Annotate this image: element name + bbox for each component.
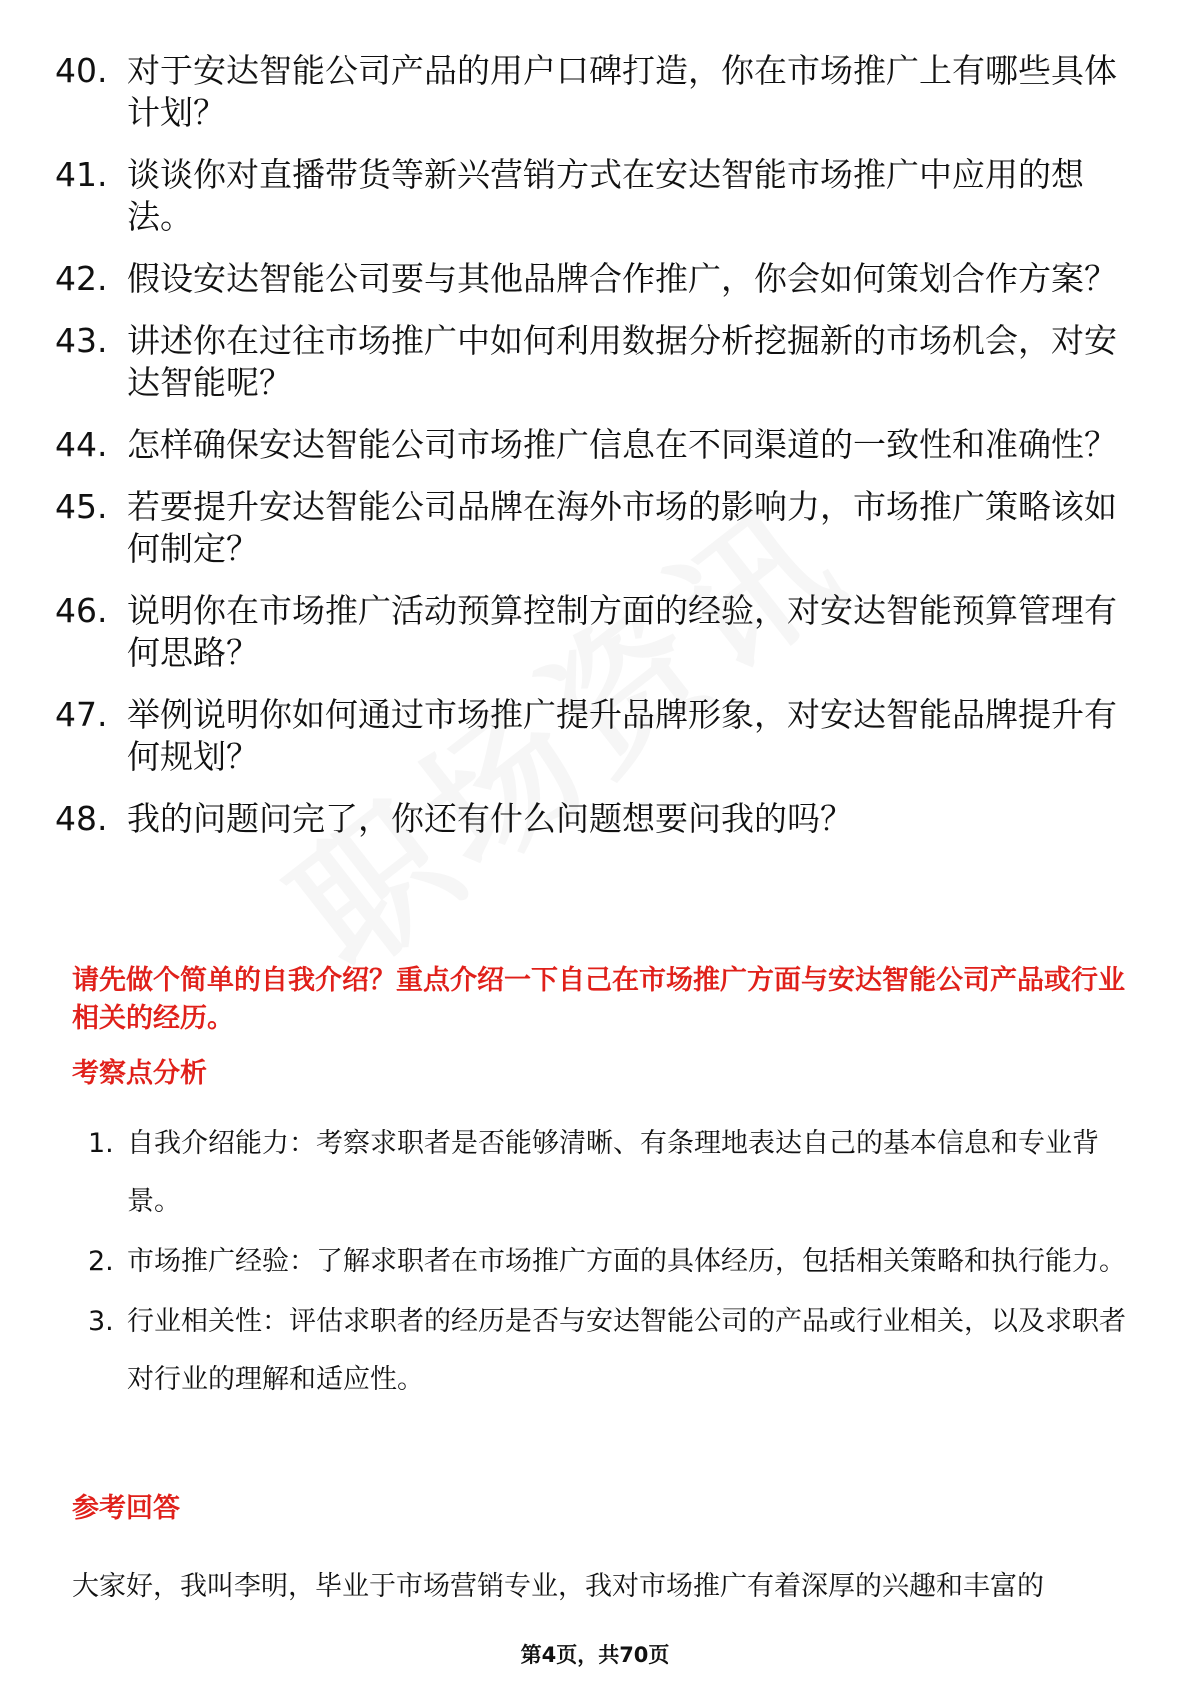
analysis-heading: 考察点分析 (72, 1058, 207, 1089)
list-item (55, 320, 1135, 404)
list-item (72, 1233, 1132, 1291)
point-text: 自我介绍能力：考察求职者是否能够清晰、有条理地表达自己的基本信息和专业背景。 (127, 1128, 1099, 1217)
question-number: 42. (55, 259, 108, 298)
question-number: 46. (55, 591, 108, 630)
point-number: 2. (88, 1246, 114, 1277)
list-item (55, 424, 1135, 466)
question-number: 40. (55, 51, 108, 90)
question-number: 43. (55, 321, 108, 360)
question-number: 44. (55, 425, 108, 464)
question-number: 48. (55, 799, 108, 838)
question-number: 45. (55, 487, 108, 526)
analysis-points-list (72, 1115, 1132, 1411)
question-text: 怎样确保安达智能公司市场推广信息在不同渠道的一致性和准确性？ (127, 425, 1117, 464)
question-list (55, 50, 1135, 860)
question-text: 谈谈你对直播带货等新兴营销方式在安达智能市场推广中应用的想法。 (127, 155, 1084, 236)
list-item (72, 1115, 1132, 1231)
point-number: 3. (88, 1306, 114, 1337)
point-number: 1. (88, 1128, 114, 1159)
page-footer: 第4页，共70页 (520, 1643, 670, 1667)
list-item (55, 50, 1135, 134)
list-item (55, 590, 1135, 674)
question-text: 对于安达智能公司产品的用户口碑打造，你在市场推广上有哪些具体计划？ (127, 51, 1117, 132)
answer-paragraph: 大家好，我叫李明，毕业于市场营销专业，我对市场推广有着深厚的兴趣和丰富的 (72, 1571, 1044, 1602)
list-item (55, 154, 1135, 238)
list-item (72, 1293, 1132, 1409)
list-item (55, 798, 1135, 840)
list-item (55, 258, 1135, 300)
point-text: 市场推广经验：了解求职者在市场推广方面的具体经历，包括相关策略和执行能力。 (127, 1246, 1126, 1277)
answer-heading: 参考回答 (72, 1493, 180, 1524)
question-text: 讲述你在过往市场推广中如何利用数据分析挖掘新的市场机会，对安达智能呢？ (127, 321, 1117, 402)
point-text: 行业相关性：评估求职者的经历是否与安达智能公司的产品或行业相关，以及求职者对行业的理解和适应性。 (127, 1306, 1126, 1395)
question-number: 47. (55, 695, 108, 734)
list-item (55, 486, 1135, 570)
question-text: 假设安达智能公司要与其他品牌合作推广，你会如何策划合作方案？ (127, 259, 1117, 298)
question-text: 若要提升安达智能公司品牌在海外市场的影响力，市场推广策略该如何制定？ (127, 487, 1117, 568)
question-text: 说明你在市场推广活动预算控制方面的经验，对安达智能预算管理有何思路？ (127, 591, 1117, 672)
question-number: 41. (55, 155, 108, 194)
question-text: 我的问题问完了，你还有什么问题想要问我的吗？ (127, 799, 853, 838)
focus-question-heading: 请先做个简单的自我介绍？重点介绍一下自己在市场推广方面与安达智能公司产品或行业相关的经历。 (72, 965, 1125, 1034)
list-item (55, 694, 1135, 778)
question-text: 举例说明你如何通过市场推广提升品牌形象，对安达智能品牌提升有何规划？ (127, 695, 1117, 776)
